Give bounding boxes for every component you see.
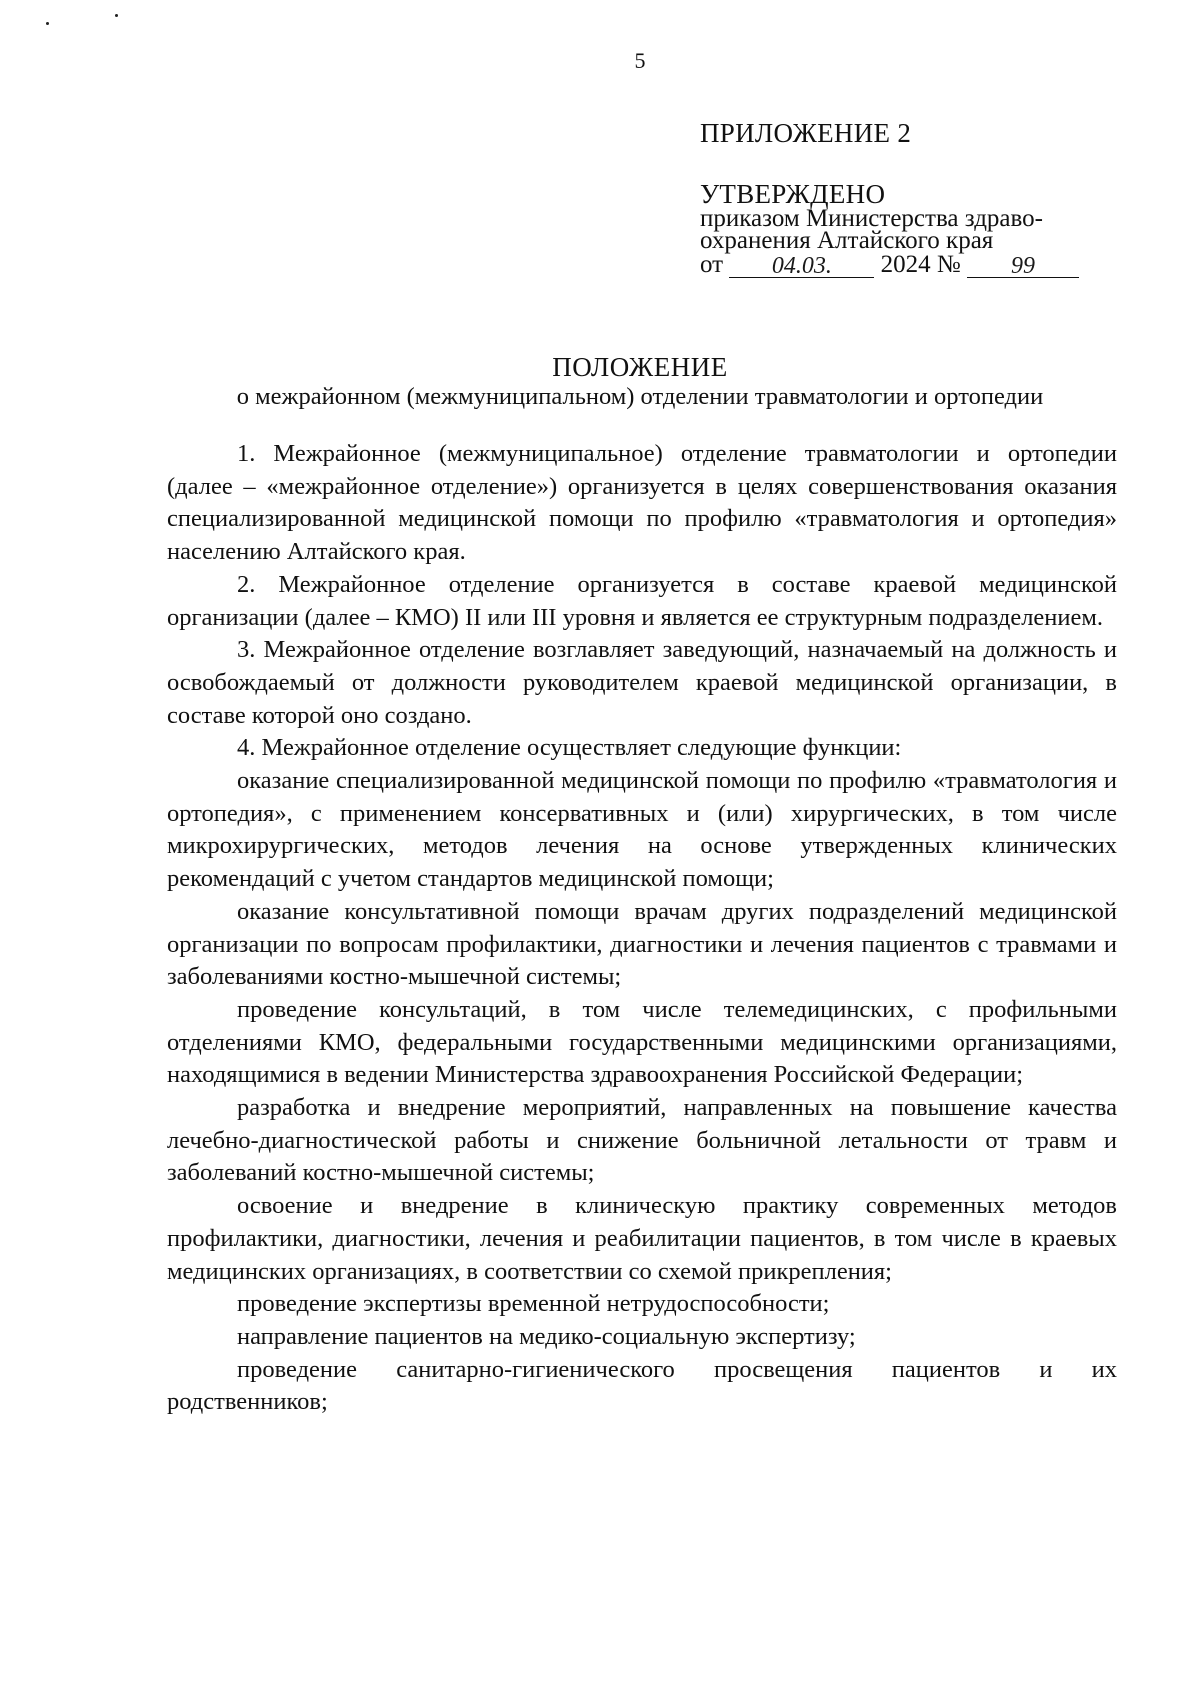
document-heading	[160, 352, 1120, 412]
date-prefix: от	[700, 251, 724, 278]
document-body	[167, 438, 1117, 1419]
function-item-7: направление пациентов на медико-социальную экспертизу;	[237, 1322, 856, 1350]
function-item-1: оказание специализированной медицинской помощи по профилю «травматология и ортопедия», с применением консервативных и (или) хирургических, в том числе микрохирургических, методов лечения на основе утвержденных клинических рекомендаций с учетом стандартов медицинской помощи;	[167, 767, 1117, 893]
document-subtitle: о межрайонном (межмуниципальном) отделении травматологии и ортопедии	[236, 383, 1044, 410]
function-item-5: освоение и внедрение в клиническую практику современных методов профилактики, диагностики, лечения и реабилитации пациентов, в том числе в краевых медицинских организациях, в соответствии со схемой прикрепления;	[167, 1192, 1117, 1285]
approval-line-2: охранения Алтайского края	[700, 227, 994, 254]
approval-date-line	[700, 252, 1100, 278]
function-item-4: разработка и внедрение мероприятий, направленных на повышение качества лечебно-диагностической работы и снижение больничной летальности от травм и заболеваний костно-мышечной системы;	[167, 1094, 1117, 1187]
function-item-2: оказание консультативной помощи врачам других подразделений медицинской организации по вопросам профилактики, диагностики и лечения пациентов с травмами и заболеваниями костно-мышечной системы;	[167, 897, 1117, 991]
date-field	[729, 253, 874, 278]
page-number: 5	[634, 48, 646, 73]
paragraph-3: 3. Межрайонное отделение возглавляет заведующий, назначаемый на должность и освобождаемый от должности руководителем краевой медицинской организации, в составе которой оно создано.	[167, 636, 1117, 729]
paragraph-4: 4. Межрайонное отделение осуществляет следующие функции:	[237, 734, 902, 762]
function-item-8: проведение санитарно-гигиенического просвещения пациентов и их родственников;	[167, 1355, 1117, 1416]
approval-block	[700, 120, 1100, 278]
approved-label: УТВЕРЖДЕНО	[700, 179, 886, 209]
document-title: ПОЛОЖЕНИЕ	[552, 352, 728, 382]
annex-label: ПРИЛОЖЕНИЕ 2	[700, 118, 912, 148]
approval-line-1: приказом Министерства здраво-	[700, 205, 1043, 232]
year-label: 2024 №	[880, 251, 961, 278]
handwritten-date: 04.03.	[771, 253, 832, 279]
paragraph-2: 2. Межрайонное отделение организуется в составе краевой медицинской организации (далее – КМО) II или III уровня и является ее структурным подразделением.	[167, 570, 1117, 631]
handwritten-number: 99	[1010, 253, 1035, 279]
scan-speck	[115, 14, 118, 17]
paragraph-1: 1. Межрайонное (межмуниципальное) отделение травматологии и ортопедии (далее – «межрайонное отделение») организуется в целях совершенствования оказания специализированной медицинской помощи по профилю «травматология и ортопедия» населению Алтайского края.	[167, 440, 1117, 566]
function-item-3: проведение консультаций, в том числе телемедицинских, с профильными отделениями КМО, федеральными государственными медицинскими организациями, находящимися в ведении Министерства здравоохранения Российской Федерации;	[167, 995, 1117, 1089]
scan-speck	[46, 22, 49, 25]
number-field	[967, 253, 1079, 278]
function-item-6: проведение экспертизы временной нетрудоспособности;	[237, 1290, 830, 1318]
